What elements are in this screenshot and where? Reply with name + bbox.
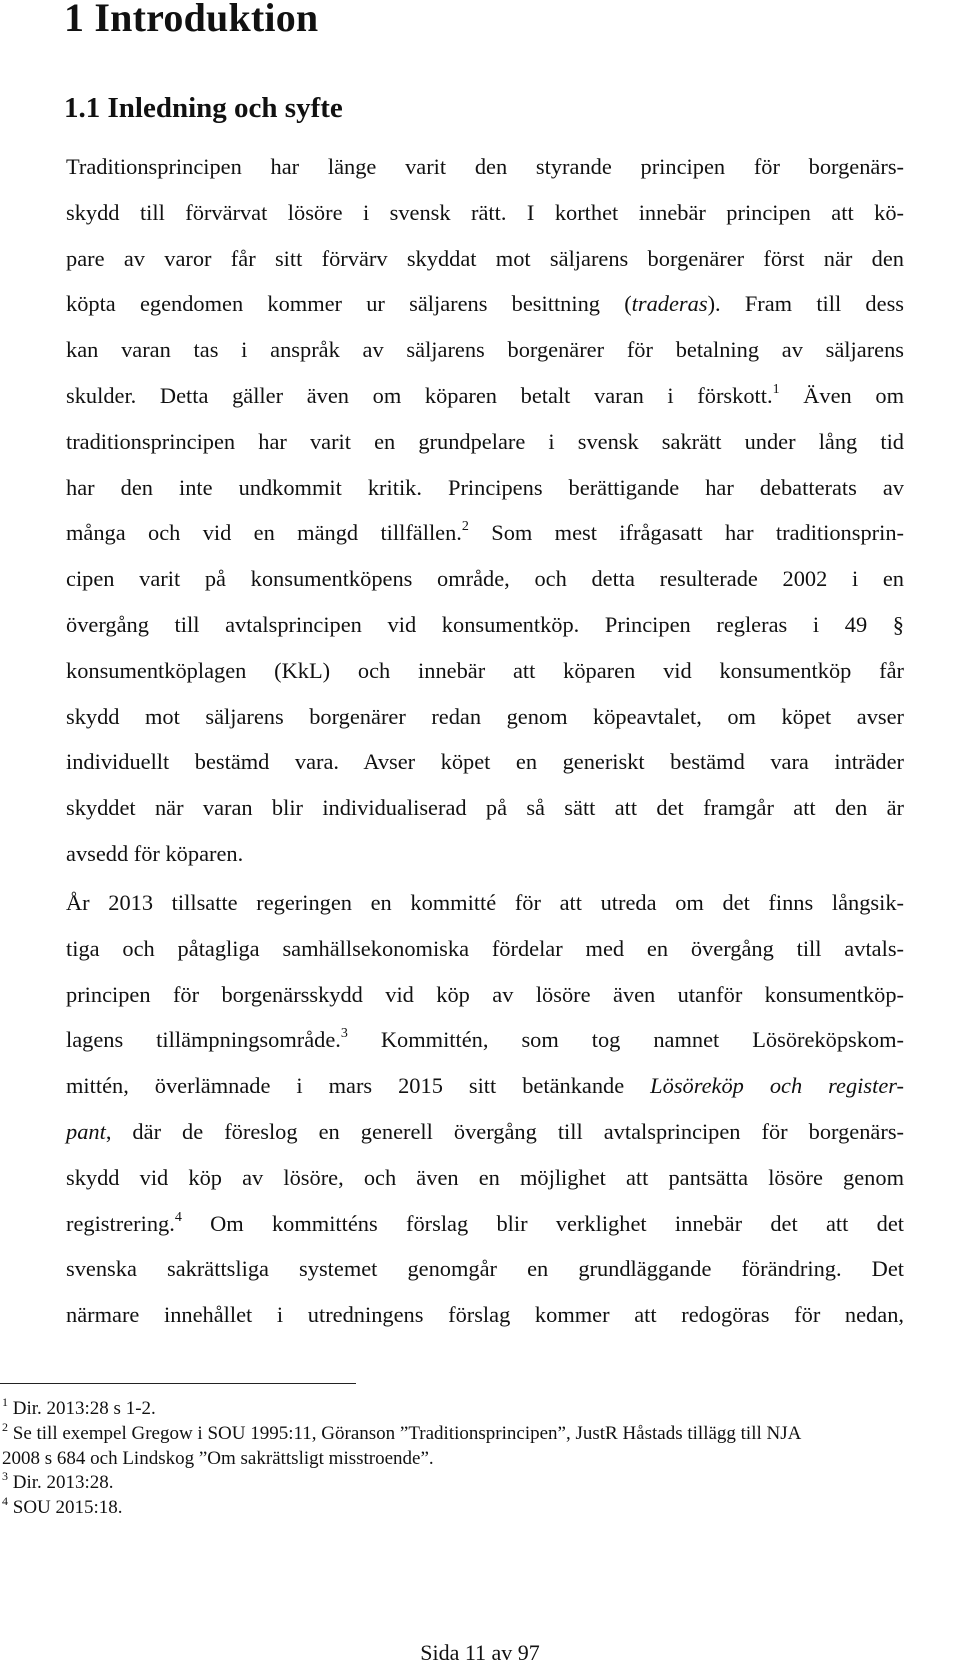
text-line: skyddet när varan blir individualiserad på så sätt att det framgår att den är: [66, 795, 904, 821]
text-line: [66, 1201, 904, 1247]
text-run: köpta egendomen kommer ur säljarens besittning (: [66, 291, 632, 317]
footnote-1: [2, 1397, 952, 1422]
text-run: registrering.: [66, 1210, 175, 1236]
footnote-number: 2: [2, 1420, 8, 1434]
text-run: , där de föreslog en generell övergång till avtalsprincipen för borgenärs-: [105, 1118, 904, 1144]
page-number: Sida 11 av 97: [420, 1640, 540, 1665]
text-line: [66, 1109, 904, 1155]
footnote-text: Dir. 2013:28.: [8, 1472, 114, 1493]
text-line: pare av varor får sitt förvärv skyddat mot säljarens borgenärer först när den: [66, 245, 904, 271]
text-line: har den inte undkommit kritik. Principens berättigande har debatterats av: [66, 474, 904, 500]
section-heading: 1.1 Inledning och syfte: [64, 92, 343, 124]
paragraph-intro: [66, 144, 904, 877]
footnote-3: [2, 1471, 952, 1496]
footnote-ref: 1: [772, 381, 780, 397]
text-line: övergång till avtalsprincipen vid konsumentköp. Principen regleras i 49 §: [66, 611, 904, 637]
footnote-number: 1: [2, 1395, 8, 1409]
text-run: lagens tillämpningsområde.: [66, 1027, 341, 1053]
text-line: individuellt bestämd vara. Avser köpet en generiskt bestämd vara inträder: [66, 749, 904, 775]
text-run: Om kommitténs förslag blir verklighet innebär det att det: [181, 1210, 904, 1236]
footnote-ref: 2: [461, 519, 469, 535]
footnote-text-continued: 2008 s 684 och Lindskog ”Om sakrättsligt misstroende”.: [2, 1447, 434, 1469]
footnote-text: Se till exempel Gregow i SOU 1995:11, Göranson ”Traditionsprincipen”, JustR Håstads tillägg till NJA: [8, 1423, 802, 1444]
text-line: svenska sakrättsliga systemet genomgår en grundläggande förändring. Det: [66, 1256, 904, 1282]
footnote-ref: 4: [174, 1209, 182, 1225]
paragraph-committee: [66, 880, 904, 1338]
text-line: skydd vid köp av lösöre, och även en möjlighet att pantsätta lösöre genom: [66, 1164, 904, 1190]
footnote-number: 4: [2, 1494, 8, 1508]
text-line: [66, 281, 904, 327]
text-line: konsumentköplagen (KkL) och innebär att köparen vid konsumentköp får: [66, 657, 904, 683]
footnote-number: 3: [2, 1469, 8, 1483]
footnote-separator: [0, 1383, 356, 1384]
text-line: Traditionsprincipen har länge varit den styrande principen för borgenärs-: [66, 154, 904, 179]
text-line: tiga och påtagliga samhällsekonomiska fördelar med en övergång till avtals-: [66, 935, 904, 961]
text-line: cipen varit på konsumentköpens område, och detta resulterade 2002 i en: [66, 566, 904, 592]
text-line: År 2013 tillsatte regeringen en kommitté för att utreda om det finns långsik-: [66, 890, 904, 915]
text-run: Kommittén, som tog namnet Lösöreköpskom-: [347, 1027, 904, 1053]
italic-title: Lösöreköp och register-: [650, 1073, 904, 1099]
footnote-text: Dir. 2013:28 s 1-2.: [8, 1398, 156, 1419]
text-line: principen för borgenärsskydd vid köp av lösöre även utanför konsumentköp-: [66, 981, 904, 1007]
text-line: [66, 373, 904, 419]
italic-term: traderas: [631, 291, 708, 317]
text-line: [66, 1063, 904, 1109]
text-line: avsedd för köparen.: [66, 840, 244, 866]
text-line: skydd till förvärvat lösöre i svensk rätt. I korthet innebär principen att kö-: [66, 199, 904, 225]
text-run: många och vid en mängd tillfällen.: [66, 520, 462, 546]
text-line: skydd mot säljarens borgenärer redan genom köpeavtalet, om köpet avser: [66, 703, 904, 729]
text-run: skulder. Detta gäller även om köparen betalt varan i förskott.: [66, 382, 773, 408]
text-line: kan varan tas i anspråk av säljarens borgenärer för betalning av säljarens: [66, 337, 904, 363]
text-run: Även om: [779, 382, 904, 408]
text-line: närmare innehållet i utredningens förslag kommer att redogöras för nedan,: [66, 1302, 904, 1328]
text-line: [66, 510, 904, 556]
text-run: mittén, överlämnade i mars 2015 sitt betänkande: [66, 1073, 651, 1099]
text-line: [66, 1017, 904, 1063]
footnote-ref: 3: [340, 1026, 348, 1042]
text-run: ). Fram till dess: [707, 291, 904, 317]
text-run: Som mest ifrågasatt har traditionsprin-: [468, 520, 904, 546]
text-line: traditionsprincipen har varit en grundpelare i svensk sakrätt under lång tid: [66, 428, 904, 454]
footnote-4: [2, 1496, 952, 1521]
footnote-text: SOU 2015:18.: [8, 1497, 123, 1518]
italic-title: pant: [66, 1118, 106, 1144]
footnote-2: [2, 1422, 952, 1471]
chapter-heading: 1 Introduktion: [64, 0, 319, 40]
